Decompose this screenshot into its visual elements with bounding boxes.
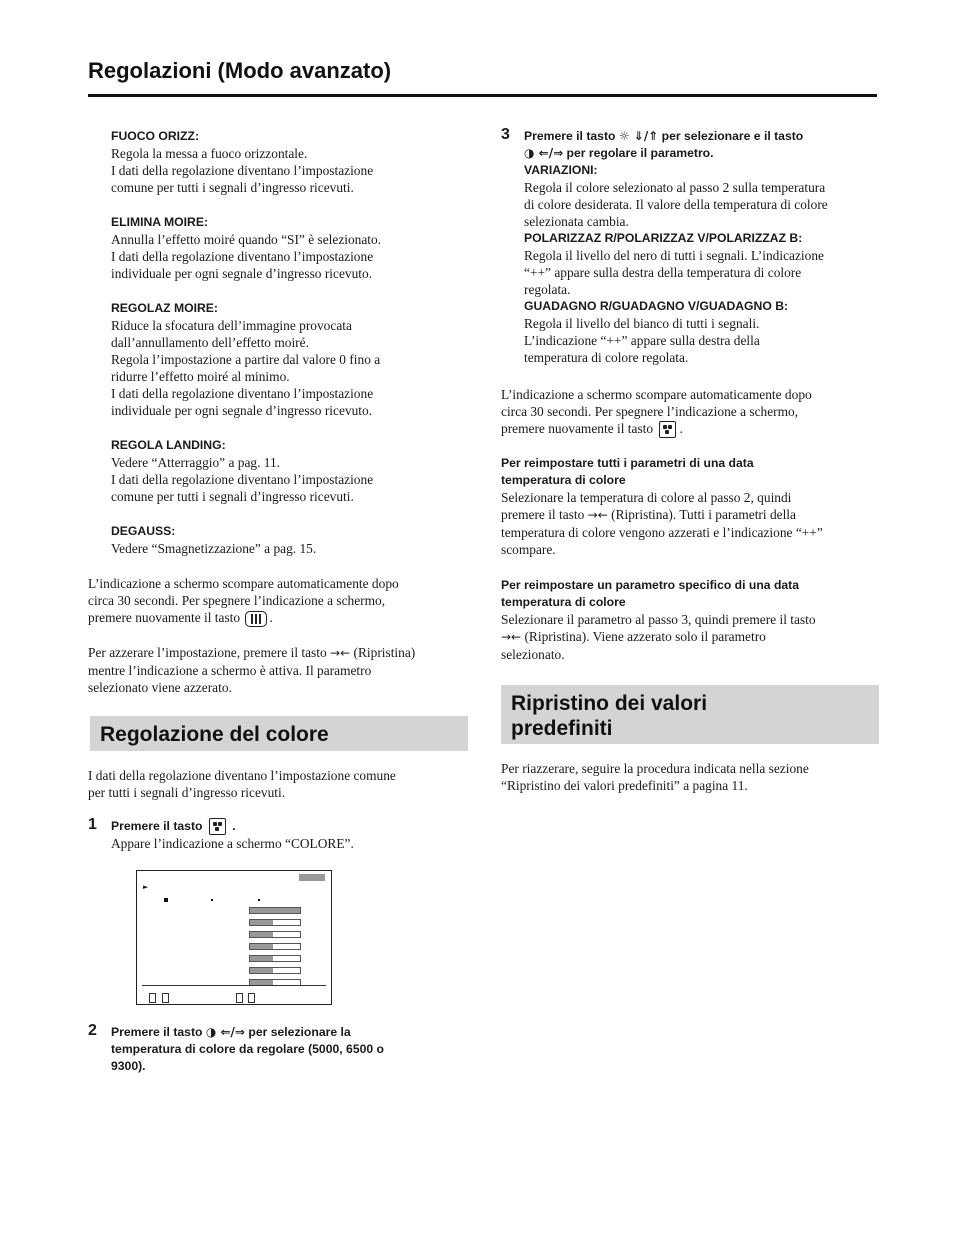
step-2 [88, 1024, 468, 1075]
note-text-part: Per azzerare l’impostazione, premere il tasto [88, 645, 327, 660]
sub-param-text: Regola il livello del nero di tutti i segnali. L’indicazione [524, 248, 824, 263]
param-fuoco-orizz [88, 128, 468, 196]
osd-level-bar [249, 931, 301, 938]
reset-text: scompare. [501, 542, 556, 557]
param-heading: ELIMINA MOIRE: [111, 215, 209, 229]
note-text: circa 30 secondi. Per spegnere l’indicazione a schermo, [501, 404, 799, 419]
param-heading: REGOLA LANDING: [111, 438, 226, 452]
param-text: I dati della regolazione diventano l’impostazione [111, 472, 374, 487]
step-heading [111, 818, 468, 835]
param-text: I dati della regolazione diventano l’impostazione [111, 386, 374, 401]
reset-heading: Per reimpostare un parametro specifico di una data [501, 578, 800, 592]
param-heading: FUOCO ORIZZ: [111, 129, 200, 143]
param-text: individuale per ogni segnale d’ingresso ricevuto. [111, 266, 373, 281]
intro-text: I dati della regolazione diventano l’impostazione comune [88, 768, 396, 783]
param-text: dall’annullamento dell’effetto moiré. [111, 335, 309, 350]
param-text: Riduce la sfocatura dell’immagine provocata [111, 318, 352, 333]
osd-level-bar [249, 943, 301, 950]
param-text: Regola la messa a fuoco orizzontale. [111, 146, 308, 161]
arrow-left-right-icon: ◑ ⇐/⇒ [524, 146, 564, 160]
step-heading: 9300). [111, 1059, 146, 1073]
reset-text-part: premere il tasto [501, 507, 585, 522]
param-elimina-moire [88, 214, 468, 282]
color-button-icon [209, 818, 226, 835]
note-text [88, 644, 468, 662]
color-button-icon [659, 421, 676, 438]
reset-text: Selezionare la temperatura di colore al passo 2, quindi [501, 490, 792, 505]
reset-text-part: (Ripristina). Viene azzerato solo il parametro [524, 629, 766, 644]
reset-text: temperatura di colore vengono azzerati e l’indicazione “++” [501, 525, 823, 540]
sub-param-text: “++” appare sulla destra della temperatura di colore [524, 265, 802, 280]
osd-button-hint [149, 993, 156, 1003]
param-text: ridurre l’effetto moiré al minimo. [111, 369, 290, 384]
sub-param-text: L’indicazione “++” appare sulla destra della [524, 333, 760, 348]
osd-button-hint [236, 993, 243, 1003]
osd-divider [142, 985, 326, 986]
param-text: Vedere “Smagnetizzazione” a pag. 15. [111, 541, 317, 556]
note-text-part: premere nuovamente il tasto [88, 610, 241, 625]
sub-param-text: selezionata cambia. [524, 214, 629, 229]
param-heading: REGOLAZ MOIRE: [111, 301, 218, 315]
osd-note [88, 575, 468, 627]
osd-level-bar [249, 955, 301, 962]
sub-param-text: regolata. [524, 282, 571, 297]
step-heading [524, 145, 879, 162]
note-text: selezionato viene azzerato. [88, 680, 232, 695]
step-number: 1 [88, 816, 97, 833]
reset-text [501, 506, 879, 524]
body-text: Per riazzerare, seguire la procedura indicata nella sezione [501, 761, 809, 776]
osd-pointer-icon: ► [143, 883, 149, 891]
step-number: 3 [501, 126, 510, 143]
sub-param-heading: POLARIZZAZ R/POLARIZZAZ V/POLARIZZAZ B: [524, 231, 803, 245]
osd-level-fill [250, 944, 273, 949]
sub-param-text: di colore desiderata. Il valore della temperatura di colore [524, 197, 828, 212]
osd-temp-marker [164, 898, 168, 902]
param-heading: DEGAUSS: [111, 524, 176, 538]
osd-button-hint [162, 993, 169, 1003]
step-text: per selezionare la [248, 1025, 351, 1039]
step-text: Premere il tasto [524, 129, 616, 143]
osd-level-fill [250, 932, 273, 937]
param-text: comune per tutti i segnali d’ingresso ricevuti. [111, 489, 354, 504]
step-text: per selezionare e il tasto [661, 129, 804, 143]
step-text-end: . [232, 819, 236, 833]
sub-param-text: Regola il colore selezionato al passo 2 sulla temperatura [524, 180, 826, 195]
reset-one [501, 577, 879, 663]
step-1 [88, 818, 468, 852]
note-text-part: premere nuovamente il tasto [501, 421, 654, 436]
osd-note [501, 386, 879, 438]
menu-button-icon [245, 611, 267, 627]
page-title: Regolazioni (Modo avanzato) [88, 58, 392, 83]
sub-param-heading: GUADAGNO R/GUADAGNO V/GUADAGNO B: [524, 299, 789, 313]
reset-icon: →← [587, 508, 608, 522]
step-text: per regolare il parametro. [566, 146, 714, 160]
reset-icon: →← [330, 646, 351, 660]
param-degauss [88, 523, 468, 557]
section-title-colore: Regolazione del colore [90, 716, 468, 751]
reset-heading: Per reimpostare tutti i parametri di una data [501, 456, 754, 470]
reset-all [501, 455, 879, 558]
section-title-line: Ripristino dei valori [511, 692, 708, 715]
osd-temp-marker [211, 899, 213, 901]
arrow-left-right-icon: ◑ ⇐/⇒ [205, 1025, 245, 1039]
section-intro [88, 767, 468, 801]
note-text [501, 420, 879, 438]
osd-level-bar [249, 907, 301, 914]
param-regola-landing [88, 437, 468, 505]
step-heading: temperatura di colore da regolare (5000, 6500 o [111, 1042, 384, 1056]
osd-level-fill [250, 920, 273, 925]
step-3 [501, 128, 879, 366]
title-rule [88, 94, 877, 97]
step-text: Premere il tasto [111, 819, 203, 833]
param-text: I dati della regolazione diventano l’impostazione [111, 163, 374, 178]
step-text: Appare l’indicazione a schermo “COLORE”. [111, 836, 354, 852]
note-text [88, 609, 468, 627]
param-text: I dati della regolazione diventano l’impostazione [111, 249, 374, 264]
osd-button-hint [248, 993, 255, 1003]
osd-level-fill [250, 956, 273, 961]
osd-level-fill [250, 908, 300, 913]
param-regolaz-moire [88, 300, 468, 419]
note-text-end: . [269, 610, 273, 625]
sub-param-heading: VARIAZIONI: [524, 163, 598, 177]
note-text-end: . [679, 421, 683, 436]
step-heading [111, 1024, 468, 1041]
osd-level-fill [250, 968, 273, 973]
reset-text-part: (Ripristina). Tutti i parametri della [611, 507, 796, 522]
intro-text: per tutti i segnali d’ingresso ricevuti. [88, 785, 286, 800]
reset-note [88, 644, 468, 696]
reset-text [501, 628, 879, 646]
body-text: “Ripristino dei valori predefiniti” a pagina 11. [501, 778, 748, 793]
section-title-line: predefiniti [511, 717, 613, 740]
section-title-ripristino [501, 685, 879, 744]
step-number: 2 [88, 1022, 97, 1039]
osd-temp-marker [258, 899, 260, 901]
osd-level-bar [249, 919, 301, 926]
param-text: Annulla l’effetto moiré quando “SI” è selezionato. [111, 232, 382, 247]
param-text: Regola l’impostazione a partire dal valore 0 fino a [111, 352, 381, 367]
ripristino-body [501, 760, 879, 794]
reset-heading: temperatura di colore [501, 595, 626, 609]
note-text-part: (Ripristina) [353, 645, 416, 660]
sub-param-text: temperatura di colore regolata. [524, 350, 689, 365]
osd-title-bar [299, 874, 325, 881]
param-text: individuale per ogni segnale d’ingresso ricevuto. [111, 403, 373, 418]
note-text: mentre l’indicazione a schermo è attiva. Il parametro [88, 663, 372, 678]
reset-heading: temperatura di colore [501, 473, 626, 487]
step-heading [524, 128, 879, 145]
reset-text: selezionato. [501, 647, 565, 662]
param-text: comune per tutti i segnali d’ingresso ricevuti. [111, 180, 354, 195]
brightness-up-down-icon: ☼ ⇓/⇑ [618, 129, 659, 143]
reset-icon: →← [501, 630, 522, 644]
reset-text: Selezionare il parametro al passo 3, quindi premere il tasto [501, 612, 816, 627]
step-text: Premere il tasto [111, 1025, 203, 1039]
note-text: circa 30 secondi. Per spegnere l’indicazione a schermo, [88, 593, 386, 608]
osd-color-menu [136, 870, 332, 1005]
note-text: L’indicazione a schermo scompare automaticamente dopo [88, 576, 399, 591]
osd-level-bar [249, 967, 301, 974]
sub-param-text: Regola il livello del bianco di tutti i segnali. [524, 316, 760, 331]
param-text: Vedere “Atterraggio” a pag. 11. [111, 455, 281, 470]
note-text: L’indicazione a schermo scompare automaticamente dopo [501, 387, 812, 402]
